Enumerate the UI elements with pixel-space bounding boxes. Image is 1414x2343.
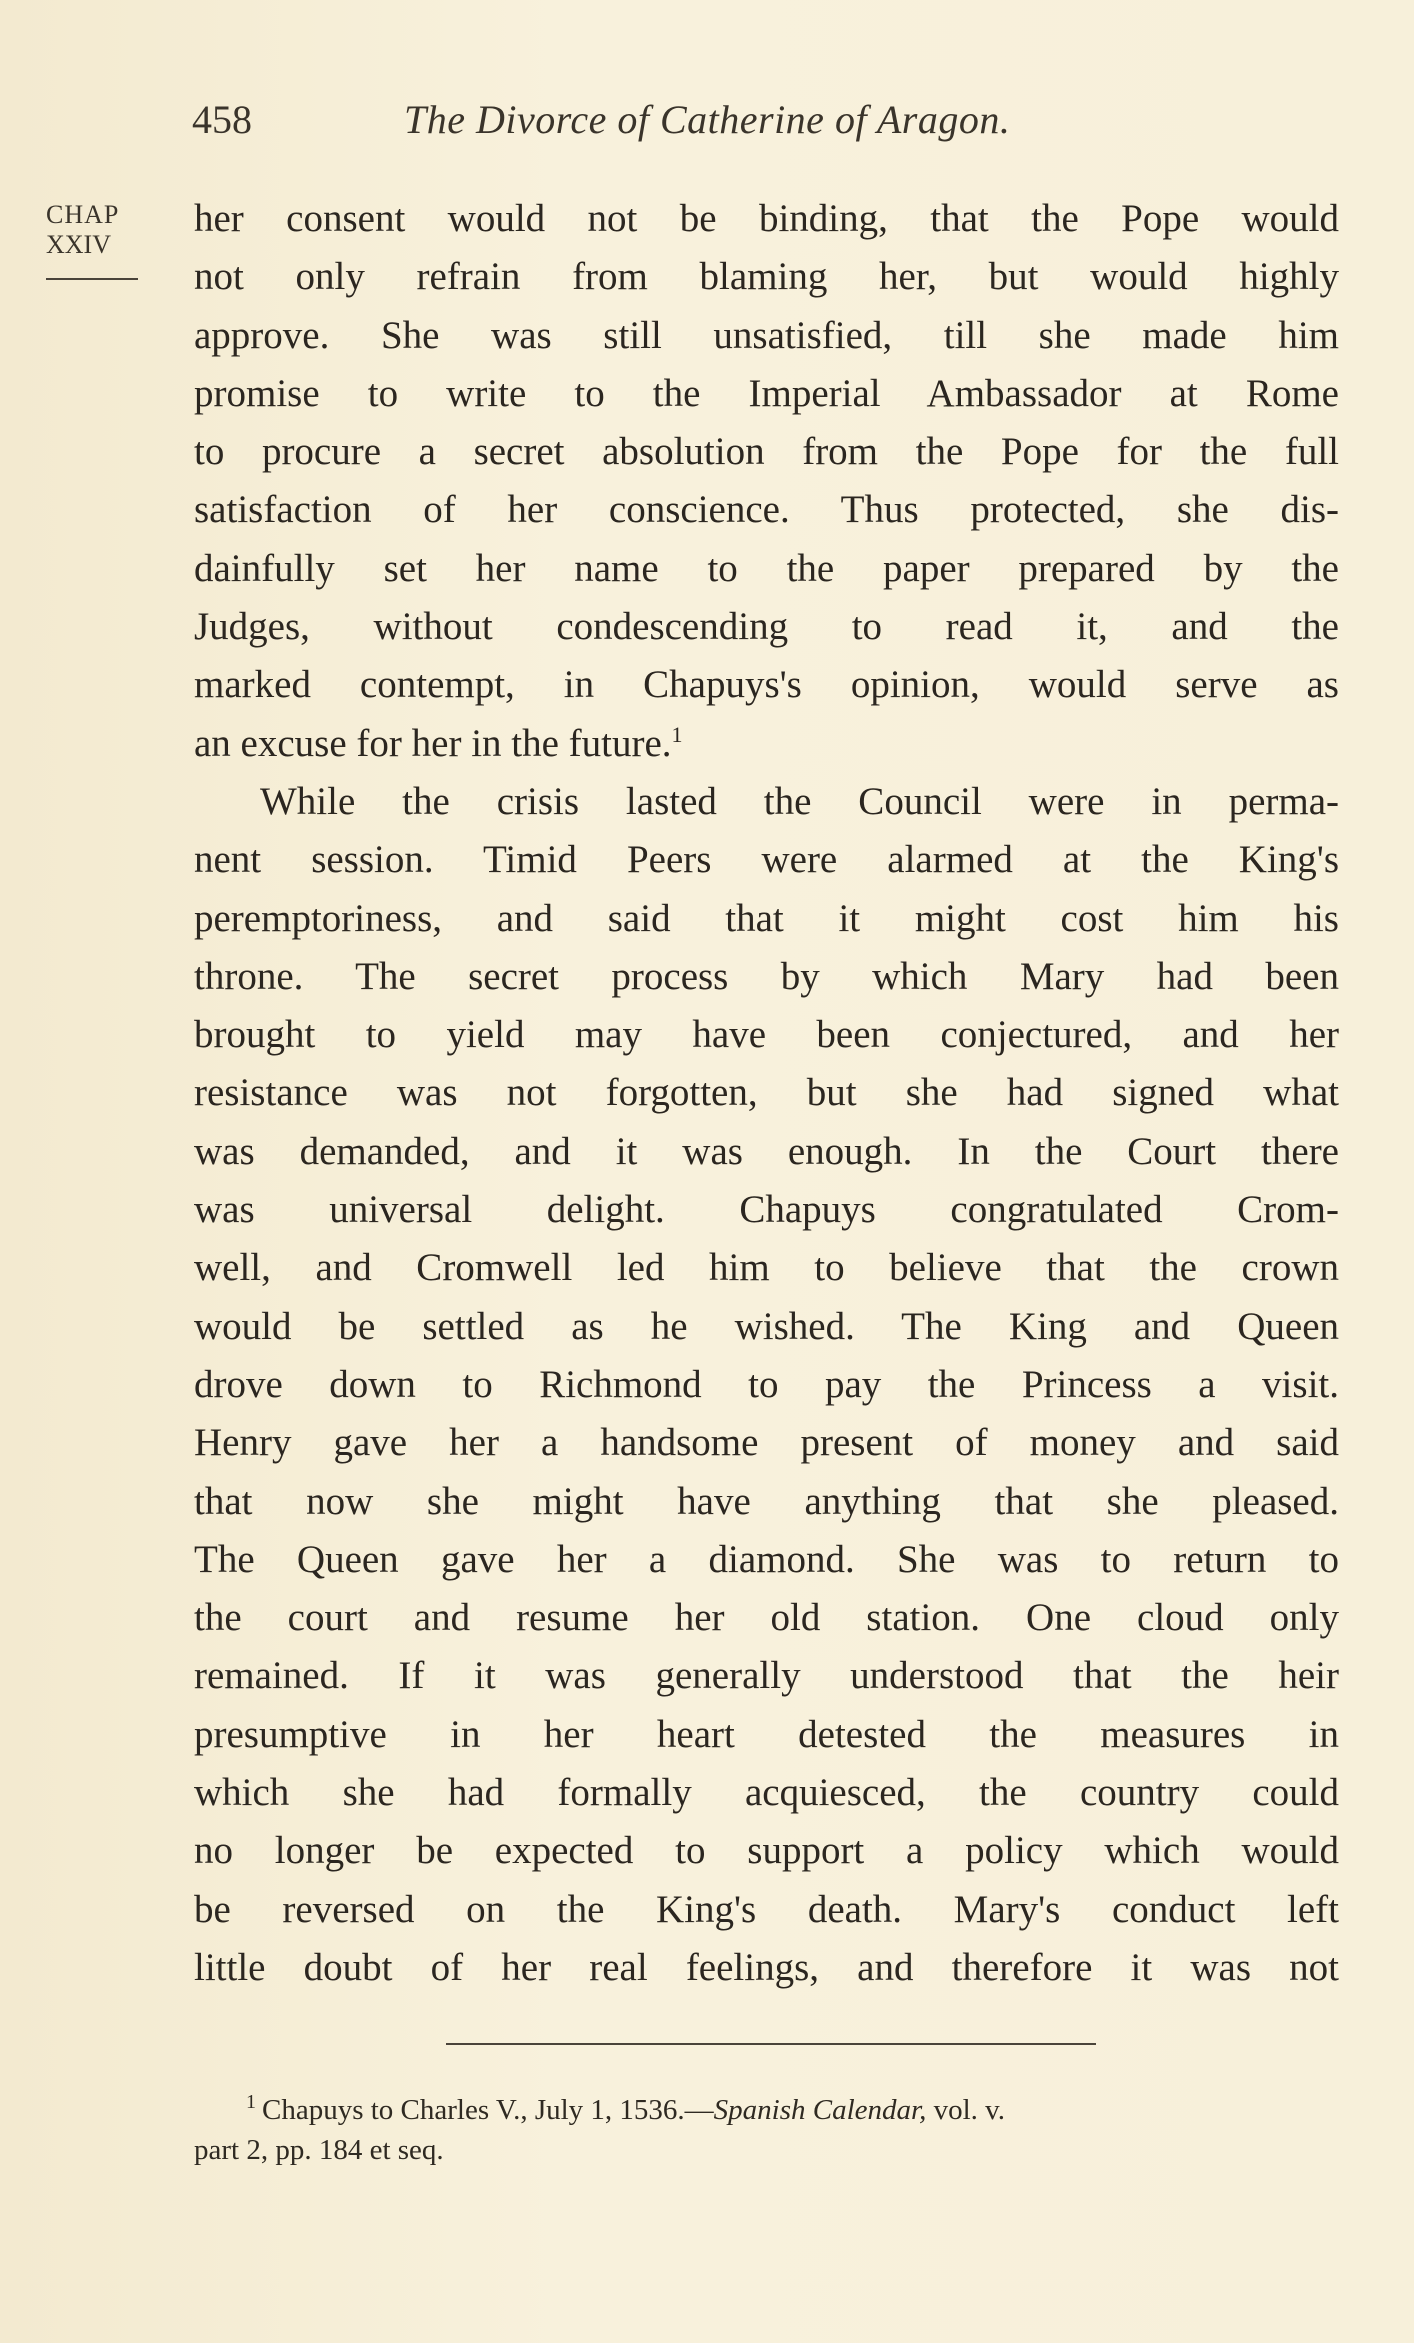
text-line: that now she might have anything that she pleased.	[194, 1479, 1339, 1523]
footnote-italic-text: Spanish Calendar,	[713, 2094, 927, 2126]
text-line: drove down to Richmond to pay the Princess a visit.	[194, 1362, 1339, 1406]
footnote-line: part 2, pp. 184 et seq.	[194, 2134, 444, 2166]
footnote-text: vol. v.	[926, 2094, 1006, 2126]
footnote-line	[194, 2090, 1344, 2130]
text-line: dainfully set her name to the paper prepared by the	[194, 546, 1339, 590]
text-line: The Queen gave her a diamond. She was to return to	[194, 1537, 1339, 1581]
text-line: the court and resume her old station. One cloud only	[194, 1596, 1339, 1640]
text-line: her consent would not be binding, that the Pope would	[194, 197, 1339, 240]
footnote-marker: 1	[246, 2091, 256, 2114]
text-line: peremptoriness, and said that it might cost him his	[194, 896, 1339, 940]
text-line: remained. If it was generally understood that the heir	[194, 1654, 1339, 1698]
text-line: Judges, without condescending to read it, and the	[194, 605, 1339, 649]
text-line: approve. She was still unsatisfied, till she made him	[194, 313, 1339, 357]
running-header	[192, 96, 1342, 156]
text-line: resistance was not forgotten, but she had signed what	[194, 1071, 1339, 1115]
text-line: throne. The secret process by which Mary had been	[194, 954, 1339, 998]
footnote-reference: 1	[671, 721, 683, 747]
body-text	[194, 190, 1339, 1997]
footnote-divider	[446, 2043, 1096, 2045]
text-line: nent session. Timid Peers were alarmed at the King's	[194, 838, 1339, 882]
text-line: presumptive in her heart detested the measures in	[194, 1712, 1339, 1756]
text-line: marked contempt, in Chapuys's opinion, would serve as	[194, 663, 1339, 707]
paragraph-start-line: While the crisis lasted the Council were in perma-	[260, 779, 1339, 823]
text-line: promise to write to the Imperial Ambassador at Rome	[194, 371, 1339, 415]
text-line: well, and Cromwell led him to believe that the crown	[194, 1246, 1339, 1290]
margin-rule	[46, 278, 138, 280]
text-line: an excuse for her in the future.	[194, 721, 672, 765]
text-line: be reversed on the King's death. Mary's conduct left	[194, 1887, 1339, 1931]
chapter-label: CHAP	[46, 200, 120, 229]
running-title: The Divorce of Catherine of Aragon.	[404, 97, 1011, 142]
text-line: no longer be expected to support a policy which would	[194, 1829, 1339, 1873]
text-line: would be settled as he wished. The King and Queen	[194, 1304, 1339, 1348]
chapter-margin-note	[46, 200, 138, 280]
text-line: which she had formally acquiesced, the country could	[194, 1771, 1339, 1815]
text-line: Henry gave her a handsome present of money and said	[194, 1421, 1339, 1465]
footnotes	[194, 2090, 1344, 2170]
page-number: 458	[192, 97, 252, 142]
footnote-text: Chapuys to Charles V., July 1, 1536.—	[262, 2094, 714, 2126]
text-line: not only refrain from blaming her, but would highly	[194, 255, 1339, 299]
text-line: brought to yield may have been conjectured, and her	[194, 1013, 1339, 1057]
chapter-number: XXIV	[46, 230, 111, 259]
text-line: was demanded, and it was enough. In the Court there	[194, 1129, 1339, 1173]
text-line: to procure a secret absolution from the Pope for the full	[194, 430, 1339, 474]
text-line: satisfaction of her conscience. Thus protected, she dis-	[194, 488, 1339, 532]
text-line: was universal delight. Chapuys congratulated Crom-	[194, 1188, 1339, 1232]
text-line: little doubt of her real feelings, and therefore it was not	[194, 1945, 1339, 1989]
text-line-with-footnote	[194, 715, 1339, 773]
